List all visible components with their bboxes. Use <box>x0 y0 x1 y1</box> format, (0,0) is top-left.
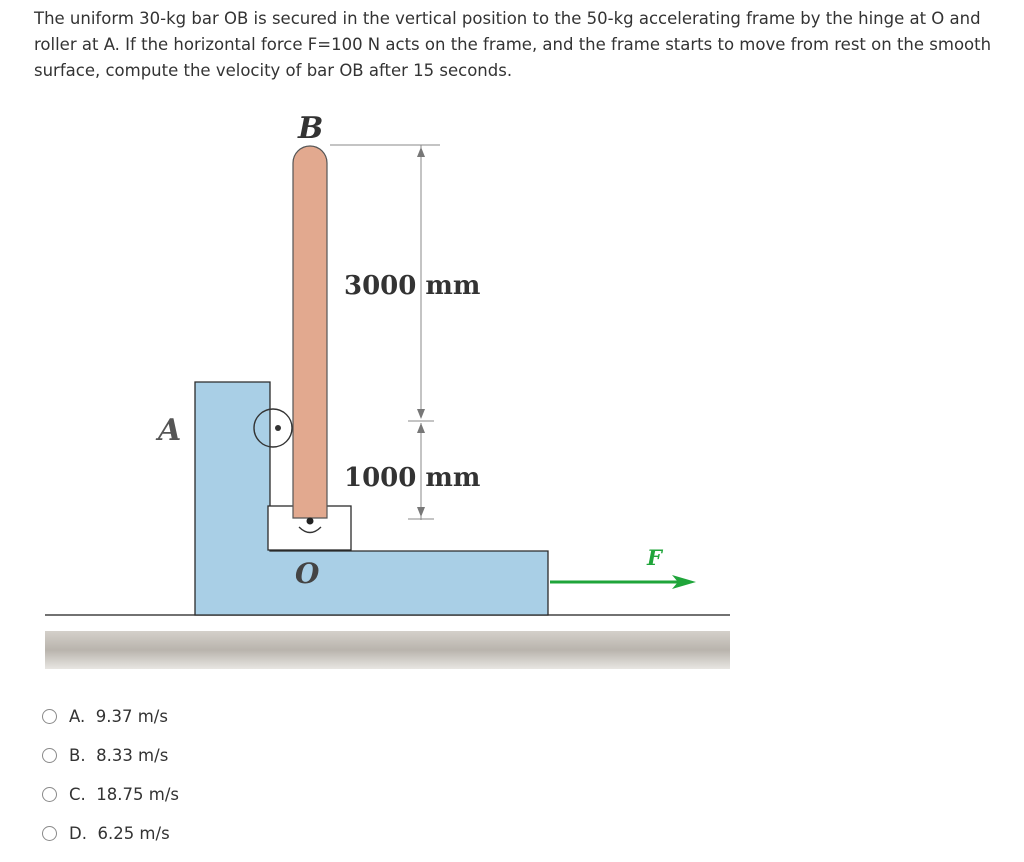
option-a-letter: A. <box>69 707 86 726</box>
roller-pin <box>275 425 281 431</box>
dim-arrow-upper-bottom <box>417 409 425 419</box>
option-d-text <box>69 824 170 843</box>
dim-label-upper: 3000 mm <box>344 271 481 301</box>
ground-surface <box>45 631 730 669</box>
dim-label-lower: 1000 mm <box>344 463 481 493</box>
radio-option-a[interactable] <box>42 709 57 724</box>
option-c-text <box>69 785 179 804</box>
option-a-text <box>69 707 168 726</box>
option-d[interactable] <box>42 814 179 853</box>
option-b-letter: B. <box>69 746 86 765</box>
dim-arrow-lower-top <box>417 423 425 433</box>
dim-arrow-upper-top <box>417 147 425 157</box>
label-a: A <box>158 413 182 448</box>
option-c-letter: C. <box>69 785 86 804</box>
accelerating-frame <box>195 382 548 615</box>
option-d-value: 6.25 m/s <box>97 824 170 843</box>
hinge-pin-o <box>307 518 314 525</box>
option-c[interactable] <box>42 775 179 814</box>
radio-option-b[interactable] <box>42 748 57 763</box>
mechanics-figure <box>40 100 740 675</box>
option-b-value: 8.33 m/s <box>96 746 169 765</box>
label-b: B <box>298 111 324 146</box>
option-a[interactable] <box>42 697 179 736</box>
label-o: O <box>295 557 320 590</box>
option-d-letter: D. <box>69 824 87 843</box>
option-a-value: 9.37 m/s <box>95 707 168 726</box>
radio-option-d[interactable] <box>42 826 57 841</box>
option-b-text <box>69 746 168 765</box>
question-text: The uniform 30-kg bar OB is secured in the vertical position to the 50-kg accelerating frame by the hinge at O and roller at A. If the horizontal force F=100 N acts on the frame, and the frame starts to move from rest on the smooth surface, compute the velocity of bar OB after 15 seconds. <box>34 9 992 80</box>
answer-options <box>42 697 179 853</box>
radio-option-c[interactable] <box>42 787 57 802</box>
option-b[interactable] <box>42 736 179 775</box>
label-f: F <box>647 545 662 570</box>
option-c-value: 18.75 m/s <box>96 785 179 804</box>
dim-arrow-lower-bottom <box>417 507 425 517</box>
bar-ob <box>293 146 327 518</box>
frame-bar-diagram <box>40 100 740 675</box>
